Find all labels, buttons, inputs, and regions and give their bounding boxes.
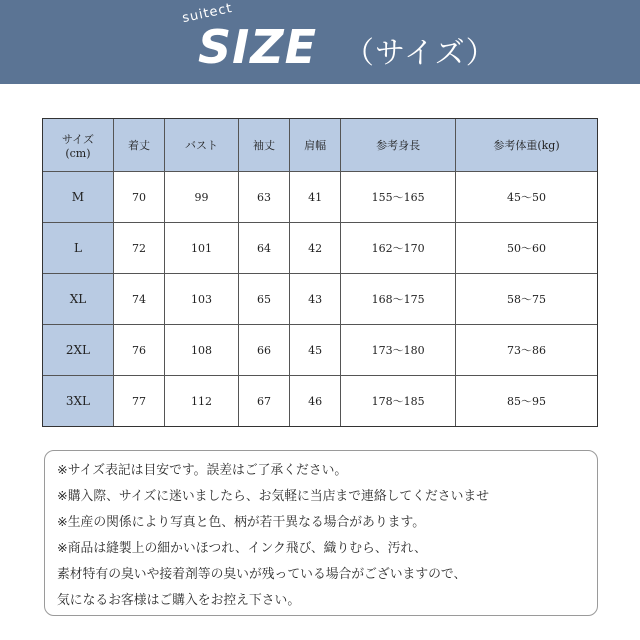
table-cell: 42 — [289, 222, 340, 273]
note-line: ※生産の関係により写真と色、柄が若干異なる場合があります。 — [57, 515, 426, 530]
column-header: 肩幅 — [289, 119, 340, 171]
table-cell: 63 — [238, 171, 289, 222]
corner-header — [43, 119, 113, 171]
table-cell: 101 — [164, 222, 238, 273]
table-cell: 70 — [113, 171, 164, 222]
table-cell: 50〜60 — [455, 222, 597, 273]
table-cell: 72 — [113, 222, 164, 273]
column-header: 袖丈 — [238, 119, 289, 171]
corner-label-line1: サイズ — [61, 132, 95, 146]
note-line: ※サイズ表記は目安です。誤差はご了承ください。 — [57, 463, 348, 478]
note-line: ※商品は縫製上の細かいほつれ、インク飛び、織りむら、汚れ、 — [57, 541, 427, 556]
table-cell: 65 — [238, 273, 289, 324]
table-row — [43, 171, 597, 222]
header-title-kana: （サイズ） — [344, 36, 497, 71]
corner-label-line2: (cm) — [65, 146, 91, 160]
row-size-label: XL — [43, 273, 113, 324]
table-cell: 46 — [289, 375, 340, 426]
table-cell: 178〜185 — [340, 375, 455, 426]
table-cell: 112 — [164, 375, 238, 426]
column-header: 着丈 — [113, 119, 164, 171]
table-cell: 74 — [113, 273, 164, 324]
size-chart-table — [42, 118, 598, 427]
column-header: 参考体重(kg) — [455, 119, 597, 171]
header-banner — [0, 0, 640, 84]
table-cell: 67 — [238, 375, 289, 426]
table-cell: 173〜180 — [340, 324, 455, 375]
row-size-label: M — [43, 171, 113, 222]
table-cell: 99 — [164, 171, 238, 222]
notes-box — [44, 450, 598, 616]
table-row — [43, 375, 597, 426]
table-row — [43, 273, 597, 324]
row-size-label: 2XL — [43, 324, 113, 375]
table-row — [43, 324, 597, 375]
table-cell: 73〜86 — [455, 324, 597, 375]
row-size-label: L — [43, 222, 113, 273]
table-cell: 45〜50 — [455, 171, 597, 222]
table-cell: 58〜75 — [455, 273, 597, 324]
table-row — [43, 222, 597, 273]
note-line: ※購入際、サイズに迷いましたら、お気軽に当店まで連絡してくださいませ — [57, 489, 489, 504]
header-subtitle: suitect — [180, 0, 234, 27]
column-header: バスト — [164, 119, 238, 171]
note-line: 気になるお客様はご購入をお控え下さい。 — [57, 593, 301, 608]
table-cell: 108 — [164, 324, 238, 375]
table-cell: 162〜170 — [340, 222, 455, 273]
table-cell: 64 — [238, 222, 289, 273]
table-cell: 41 — [289, 171, 340, 222]
header-title: SIZE — [198, 20, 318, 74]
table-cell: 77 — [113, 375, 164, 426]
table-cell: 155〜165 — [340, 171, 455, 222]
table-cell: 85〜95 — [455, 375, 597, 426]
note-line: 素材特有の臭いや接着剤等の臭いが残っている場合がございますので、 — [57, 567, 467, 582]
column-header: 参考身長 — [340, 119, 455, 171]
table-cell: 168〜175 — [340, 273, 455, 324]
table-cell: 43 — [289, 273, 340, 324]
table-cell: 66 — [238, 324, 289, 375]
row-size-label: 3XL — [43, 375, 113, 426]
table-cell: 76 — [113, 324, 164, 375]
table-header-row — [43, 119, 597, 171]
table-cell: 45 — [289, 324, 340, 375]
table-cell: 103 — [164, 273, 238, 324]
